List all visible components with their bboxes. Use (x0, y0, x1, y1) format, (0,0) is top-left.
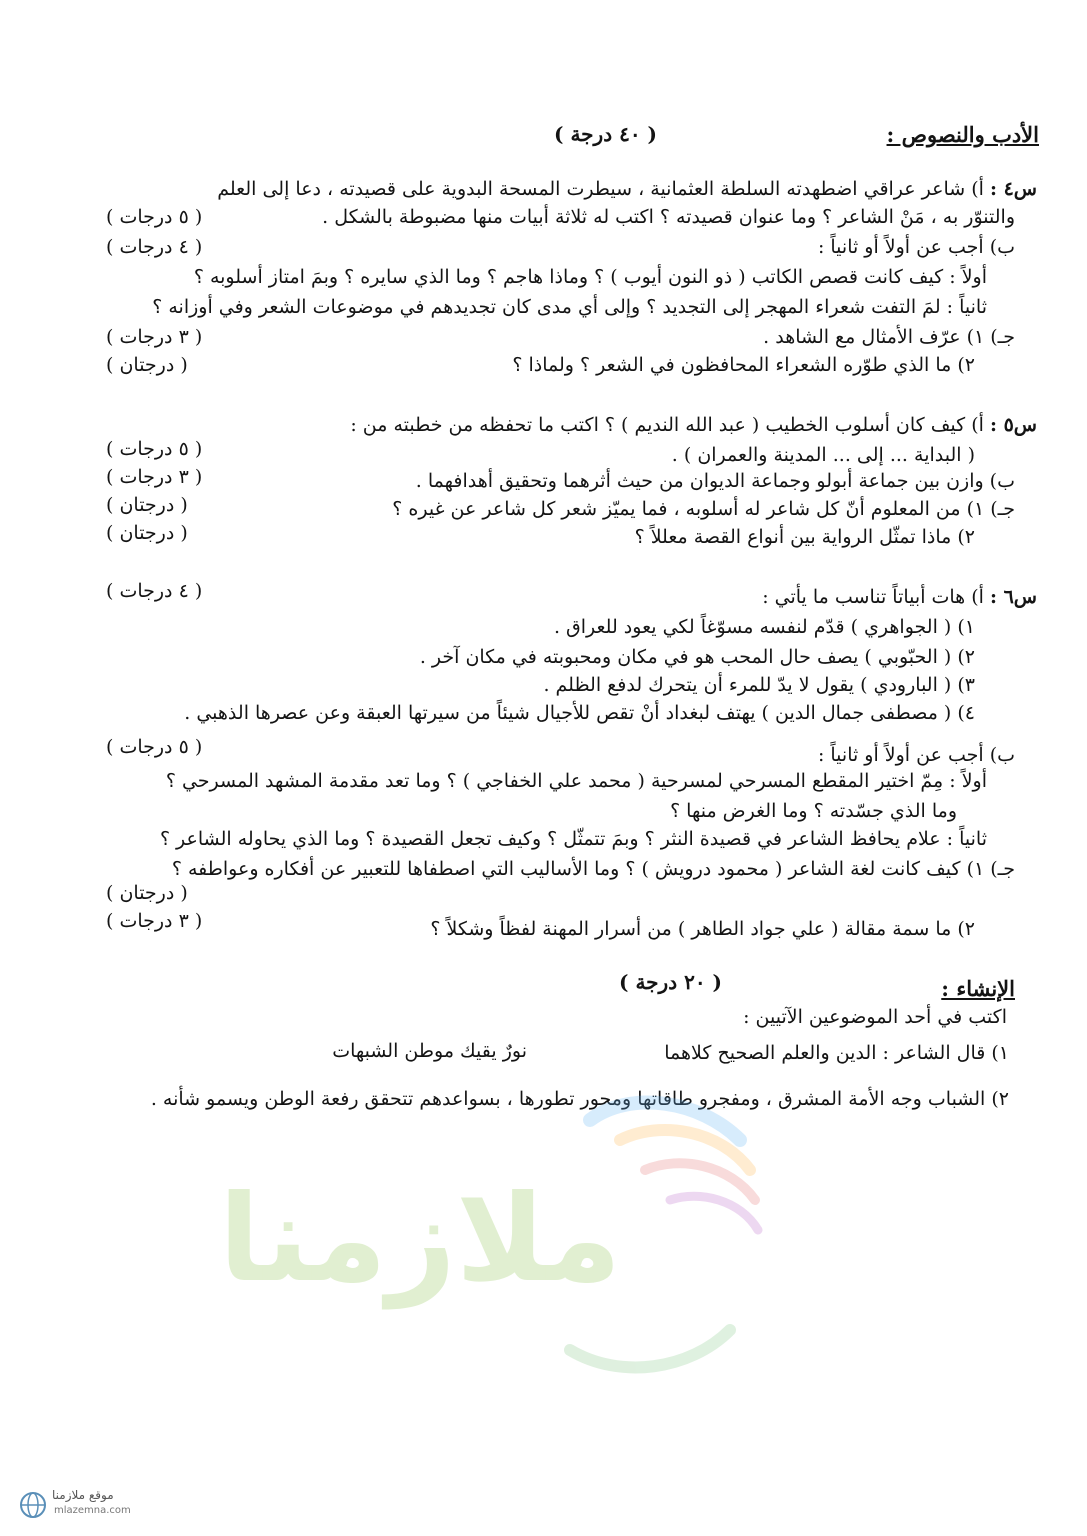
q4-c2-line (260, 350, 975, 380)
q6-b-first-cont: وما الذي جسّدته ؟ وما الغرض منها ؟ (670, 800, 957, 822)
q4-a-line2 (255, 202, 1015, 232)
q6-b-first-line (130, 766, 987, 796)
q4-label: س٤ : (989, 178, 1037, 200)
watermark-text: ملازمنا (218, 1170, 622, 1309)
q6-a-item-text: ٣) ( البارودي ) يقول لا يدّ للمرء أن يتحرك لدفع الظلم . (543, 674, 975, 696)
q4-b-first-line (130, 262, 987, 292)
q5-c1-line (260, 494, 1015, 524)
q6-b-second: ثانياً : علام يحافظ الشاعر في قصيدة النثر ؟ وبمَ تتمثّل ؟ وكيف تجعل القصيدة ؟ وما الذي يحاوله الشاعر ؟ (159, 828, 987, 850)
q6-c2-line (300, 914, 975, 944)
q6-c2: ٢) ما سمة مقالة ( علي جواد الطاهر ) من أسرار المهنة لفظاً وشكلاً ؟ (430, 918, 975, 940)
globe-icon (18, 1490, 48, 1520)
q5-c2-line (260, 522, 975, 552)
q6-b: ب) أجب عن أولاً أو ثانياً : (817, 744, 1015, 766)
q6-c2-score: ( ٣ درجات ) (106, 910, 203, 932)
q4-b-second: ثانياً : لمَ التفت شعراء المهجر إلى التجديد ؟ وإلى أي مدى كان تجديدهم في موضوعات الشعر وفي أوزانه ؟ (152, 296, 987, 318)
q4-a-score: ( ٥ درجات ) (106, 206, 203, 228)
q6-a-item-text: ٤) ( مصطفى جمال الدين ) يهتف لبغداد أنْ تقص للأجيال شيئاً من سيرتها العبقة وعن عصرها الذهبي . (184, 702, 975, 724)
q6-a-line (300, 582, 1037, 612)
q6-label: س٦ : (989, 586, 1037, 608)
q5-a-score: ( ٥ درجات ) (106, 438, 203, 460)
q5-a: أ) كيف كان أسلوب الخطيب ( عبد الله النديم ) ؟ اكتب ما تحفظه من خطبته من : (350, 414, 984, 436)
q5-label: س٥ : (989, 414, 1037, 436)
q5-a-sub: ( البداية ... إلى ... المدينة والعمران ) . (671, 444, 975, 466)
q5-b-score: ( ٣ درجات ) (106, 466, 203, 488)
q6-a-item-text: ١) ( الجواهري ) قدّم لنفسه مسوّغاً لكي يعود للعراق . (553, 616, 975, 638)
q6-c1-score: ( درجتان ) (106, 882, 188, 904)
q4-b-first: أولاً : كيف كانت قصص الكاتب ( ذو النون أيوب ) ؟ وماذا هاجم ؟ وما الذي سايره ؟ وبمَ امتاز أسلوبه ؟ (193, 266, 987, 288)
q5-c2-score: ( درجتان ) (106, 522, 188, 544)
q5-c1-score: ( درجتان ) (106, 494, 188, 516)
footer-site-url: mlazemna.com (54, 1505, 131, 1516)
composition-topic1-first-hemistich: ١) قال الشاعر : الدين والعلم الصحيح كلاهما (664, 1042, 1009, 1064)
composition-topic2: ٢) الشباب وجه الأمة المشرق ، ومفجرو طاقاتها ومحور تطورها ، بسواعدهم تتحقق رفعة الوطن ويسمو شأنه . (150, 1088, 1009, 1110)
literature-heading: الأدب والنصوص : (886, 122, 1039, 147)
footer-site-logo (18, 1486, 131, 1526)
composition-instruction: اكتب في أحد الموضوعين الآتيين : (743, 1006, 1007, 1028)
literature-score: ( ٤٠ درجة ) (554, 122, 657, 146)
watermark-logo (218, 1080, 810, 1380)
q4-a-part1: أ) شاعر عراقي اضطهدته السلطة العثمانية ، سيطرت المسحة البدوية على قصيدته ، دعا إلى العلم (217, 178, 984, 200)
q6-c1-line (120, 854, 1015, 884)
q6-c1: جـ) ١) كيف كانت لغة الشاعر ( محمود درويش ) ؟ وما الأساليب التي اصطفاها للتعبير عن أفكاره وعواطفه ؟ (171, 858, 1015, 880)
q5-a-line (300, 410, 1037, 440)
composition-score: ( ٢٠ درجة ) (619, 970, 722, 994)
composition-instruction-line (400, 1002, 1007, 1032)
q4-a-part2: والتنوّر به ، مَنْ الشاعر ؟ وما عنوان قصيدته ؟ اكتب له ثلاثة أبيات منها مضبوطة بالشكل . (322, 206, 1015, 228)
q5-c1: جـ) ١) من المعلوم أنّ كل شاعر له أسلوبه ، فما يميّز شعر كل شاعر عن غيره ؟ (392, 498, 1015, 520)
q4-c1-score: ( ٣ درجات ) (106, 326, 203, 348)
q5-b: ب) وازن بين جماعة أبولو وجماعة الديوان من حيث أثرهما وتحقيق أهدافهما . (415, 470, 1015, 492)
q4-b-score: ( ٤ درجات ) (106, 236, 203, 258)
q4-b-line (260, 232, 1015, 262)
q4-b: ب) أجب عن أولاً أو ثانياً : (817, 236, 1015, 258)
footer-site-name: موقع ملازمنا (52, 1488, 114, 1502)
composition-heading: الإنشاء : (941, 976, 1015, 1001)
q5-b-line (260, 466, 1015, 496)
q6-a-item-4 (130, 698, 975, 728)
q4-c2-score: ( درجتان ) (106, 354, 188, 376)
q6-a-item-text: ٢) ( الحبّوبي ) يصف حال المحب هو في مكان ومحبوبته في مكان آخر . (419, 646, 975, 668)
q6-a-score: ( ٤ درجات ) (106, 580, 203, 602)
q6-b-second-line (120, 824, 987, 854)
q6-a-item-2 (300, 642, 975, 672)
q6-b-first: أولاً : مِمّ اختير المقطع المسرحي لمسرحية ( محمد علي الخفاجي ) ؟ وما تعد مقدمة المشهد المسرحي ؟ (165, 770, 987, 792)
q4-c1-line (260, 322, 1015, 352)
q6-a-item-1 (300, 612, 975, 642)
q6-b-first-cont-line (300, 796, 957, 826)
q4-a-line1 (95, 174, 1037, 204)
q6-a: أ) هات أبياتاً تناسب ما يأتي : (762, 586, 984, 608)
composition-topic1-second-hemistich: نورٌ يقيك موطن الشبهات (332, 1040, 527, 1062)
q4-c2: ٢) ما الذي طوّره الشعراء المحافظون في الشعر ؟ ولماذا ؟ (512, 354, 975, 376)
q4-b-second-line (112, 292, 987, 322)
q4-c1: جـ) ١) عرّف الأمثال مع الشاهد . (763, 326, 1015, 348)
q6-b-score: ( ٥ درجات ) (106, 736, 203, 758)
q5-c2: ٢) ماذا تمثّل الرواية بين أنواع القصة معللاً ؟ (634, 526, 975, 548)
q6-a-item-3 (300, 670, 975, 700)
